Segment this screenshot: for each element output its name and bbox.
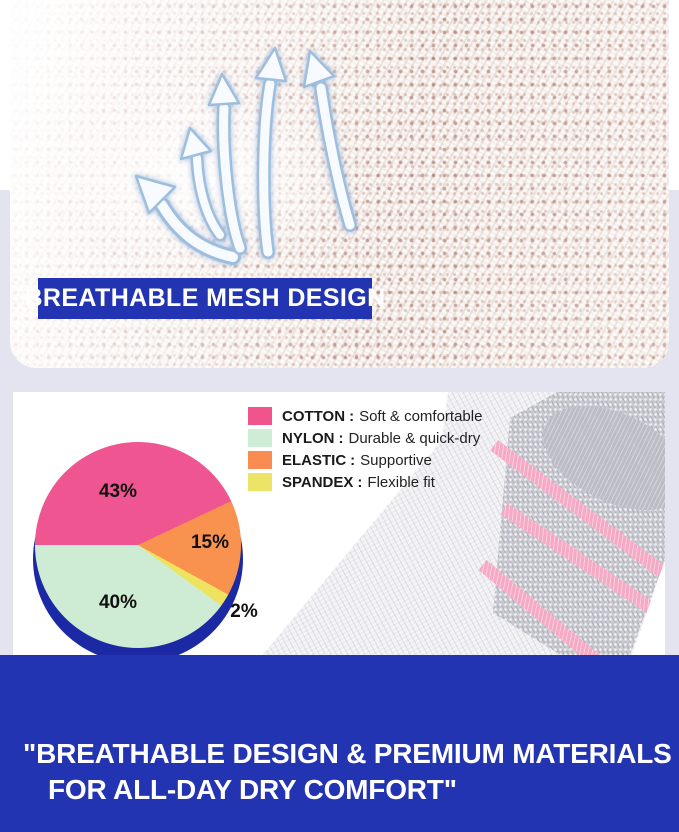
pie-slice-label-spandex: 2%: [230, 601, 258, 622]
pie-slice-label-elastic: 15%: [190, 532, 230, 553]
legend-separator: :: [357, 473, 363, 491]
airflow-arrow-icon: [304, 51, 350, 225]
legend-separator: :: [349, 407, 355, 425]
quote-line-2: FOR ALL-DAY DRY COMFORT": [48, 774, 457, 805]
quote-line-1: "BREATHABLE DESIGN & PREMIUM MATERIALS: [23, 738, 672, 769]
legend-description: Supportive: [360, 451, 432, 469]
legend-description: Flexible fit: [367, 473, 435, 491]
mesh-fabric-photo: [10, 0, 669, 368]
airflow-arrow-icon: [136, 176, 233, 257]
quote-text: [0, 736, 679, 808]
airflow-arrow-icon: [256, 48, 286, 252]
legend-item-cotton: [248, 405, 482, 427]
legend-separator: :: [338, 429, 344, 447]
bottom-banner: [0, 655, 679, 832]
legend-description: Durable & quick-dry: [348, 429, 481, 447]
pie-slice-label-cotton: 43%: [98, 481, 138, 502]
legend-separator: :: [350, 451, 356, 469]
pie-slice-label-nylon: 40%: [98, 592, 138, 613]
mesh-design-banner-label: BREATHABLE MESH DESIGN: [24, 284, 386, 312]
legend-swatch-cotton: [248, 407, 272, 425]
mesh-design-banner: [24, 278, 386, 319]
legend-label: COTTON: [282, 407, 346, 425]
airflow-arrow-icon: [181, 128, 220, 235]
legend-label: ELASTIC: [282, 451, 347, 469]
material-pie-chart: [35, 442, 295, 678]
legend-label: SPANDEX: [282, 473, 354, 491]
legend-label: NYLON: [282, 429, 335, 447]
legend-description: Soft & comfortable: [359, 407, 483, 425]
